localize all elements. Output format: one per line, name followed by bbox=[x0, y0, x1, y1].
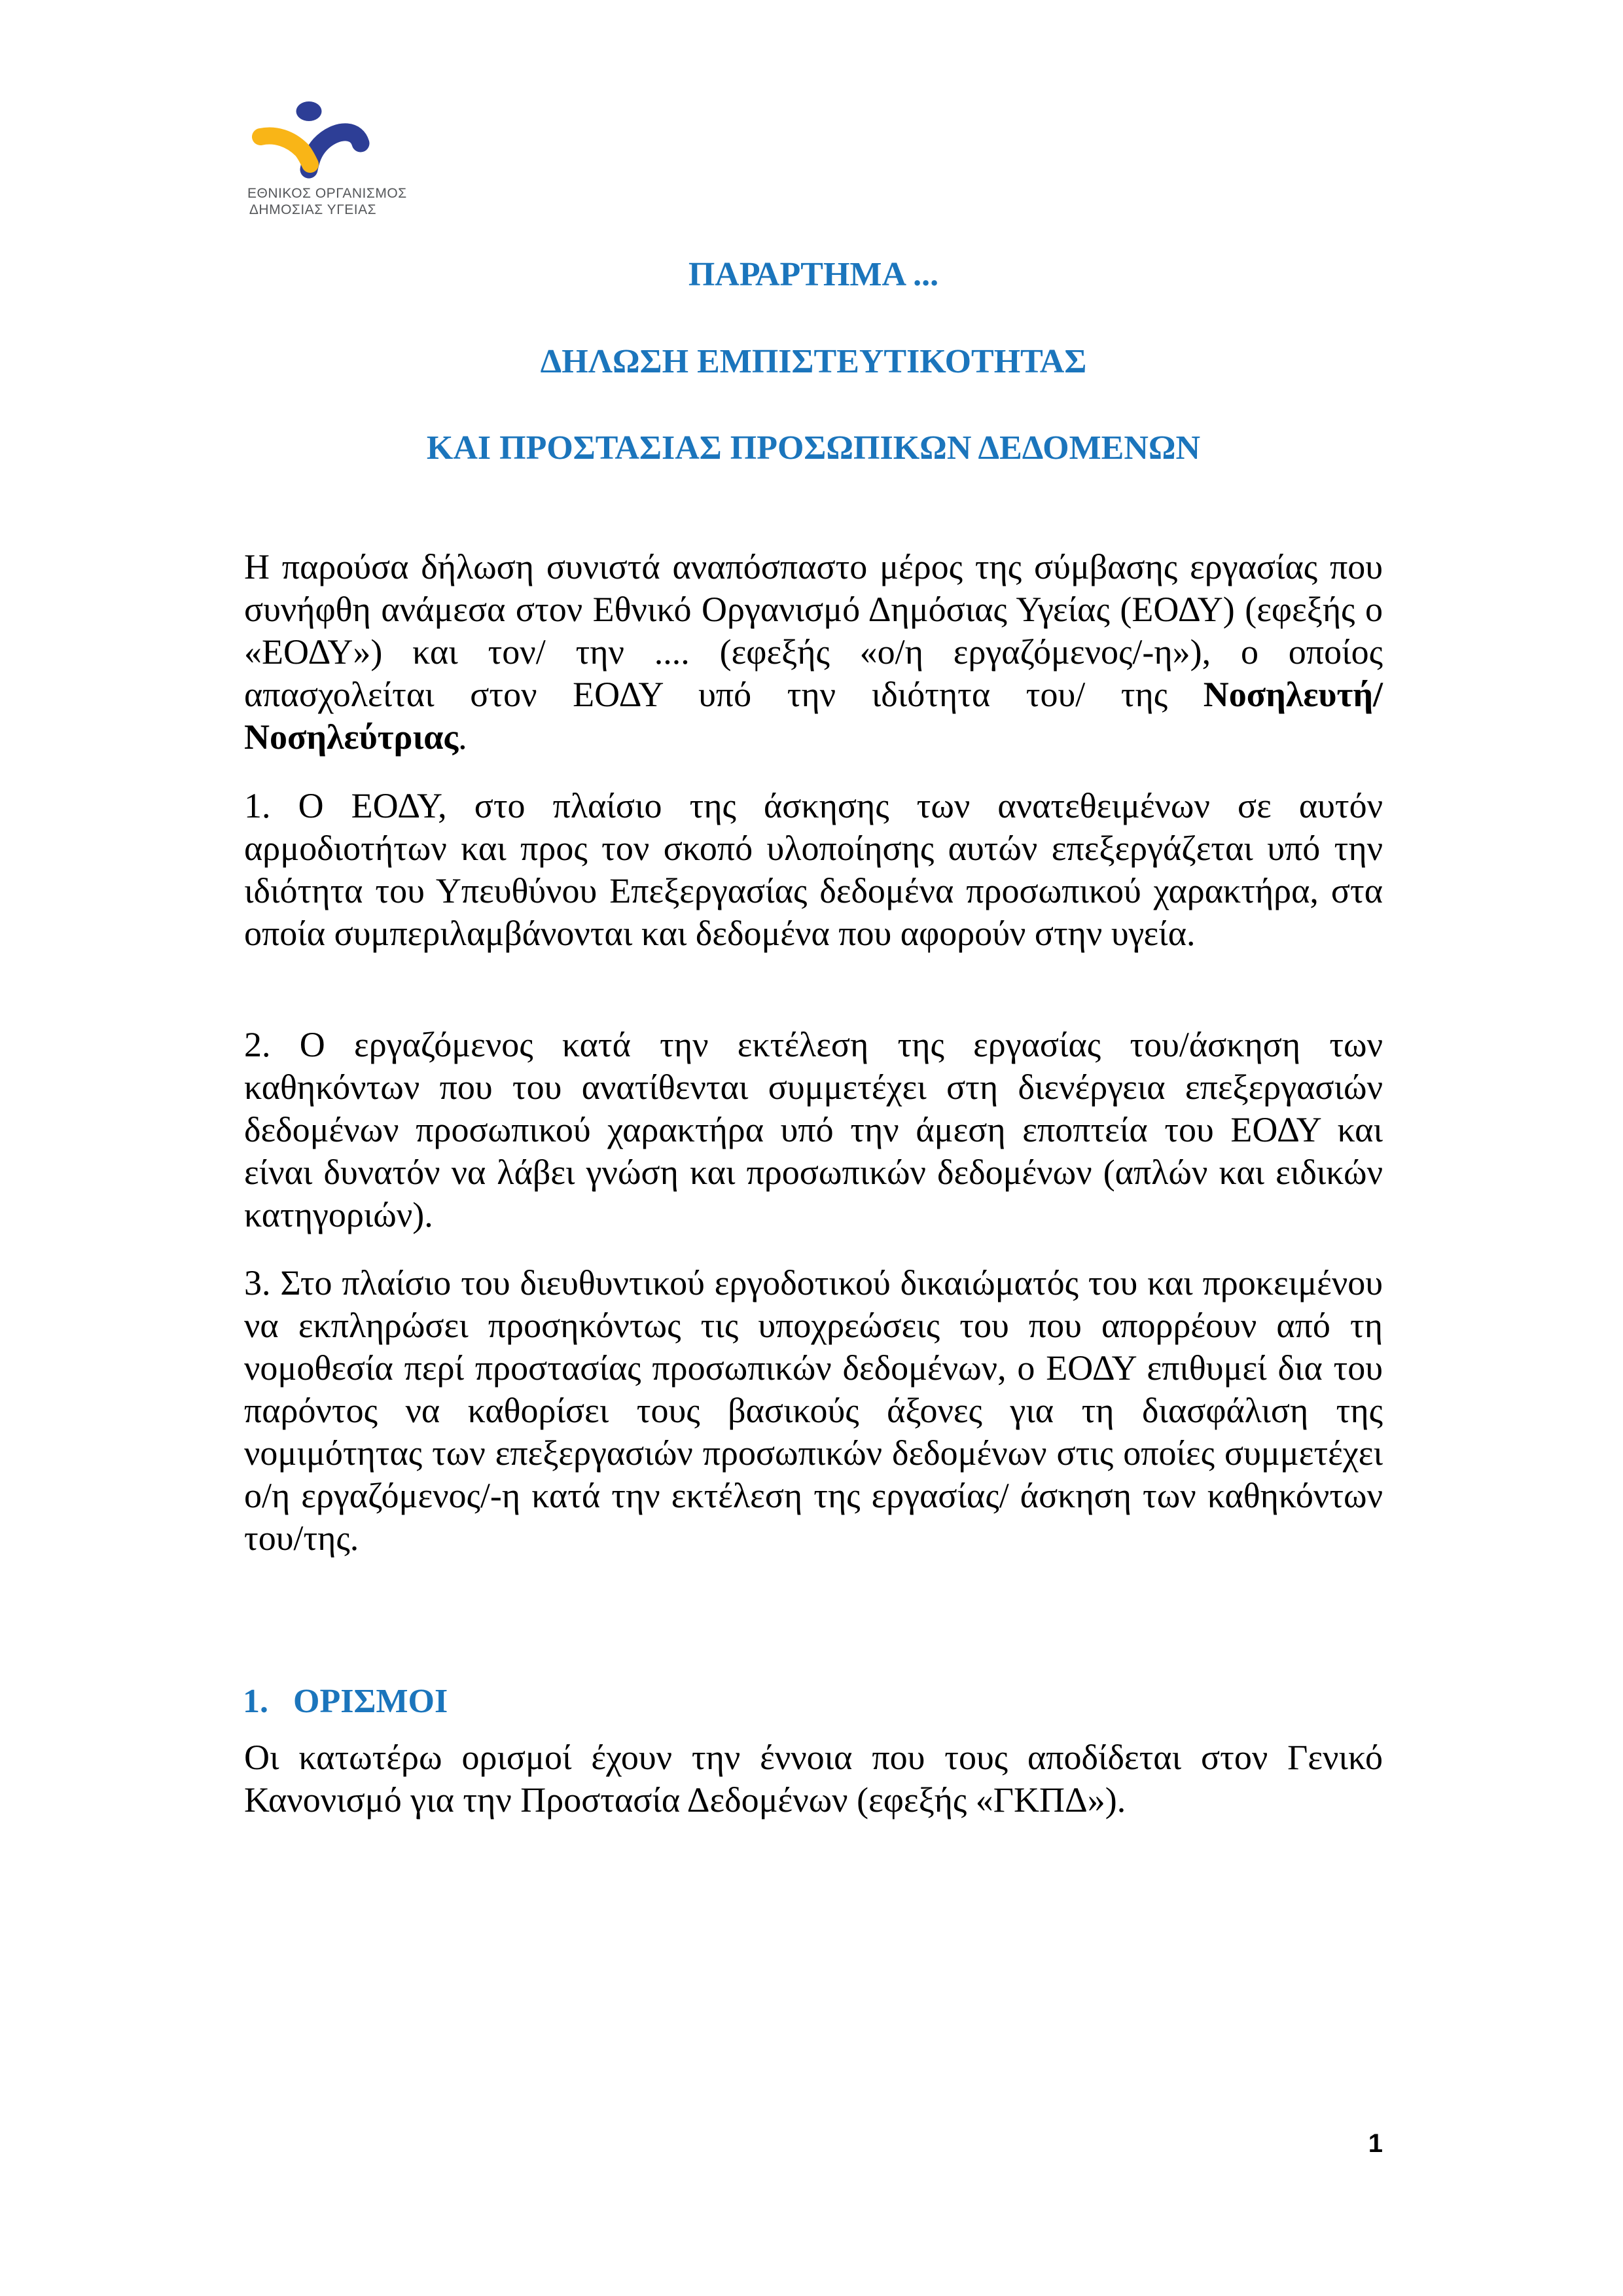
logo-org-name-line2: ΔΗΜΟΣΙΑΣ ΥΓΕΙΑΣ bbox=[249, 202, 377, 217]
numbered-paragraph-2: 2. Ο εργαζόμενος κατά την εκτέλεση της εργασίας του/άσκηση των καθηκόντων που του ανατίθενται συμμετέχει στη διενέργεια επεξεργασιών δεδομένων προσωπικού χαρακτήρα υπό την άμεση εποπτεία του ΕΟΔΥ και είναι δυνατόν να λάβει γνώση και προσωπικών δεδομένων (απλών και ειδικών κατηγοριών). bbox=[244, 1025, 1383, 1234]
section-heading-definitions bbox=[243, 1685, 448, 1719]
intro-text-bold: Νοσηλευτή/ Νοσηλεύτριας bbox=[244, 675, 1383, 757]
eody-person-figure-icon bbox=[247, 94, 378, 185]
document-title-annex: ΠΑΡΑΡΤΗΜΑ ... bbox=[688, 256, 939, 293]
definitions-paragraph: Οι κατωτέρω ορισμοί έχουν την έννοια που τους αποδίδεται στον Γενικό Κανονισμό για την Προστασία Δεδομένων (εφεξής «ΓΚΠΔ»). bbox=[244, 1738, 1383, 1820]
section-heading-number: 1. bbox=[243, 1683, 268, 1720]
numbered-paragraph-3: 3. Στο πλαίσιο του διευθυντικού εργοδοτικού δικαιώματός του και προκειμένου να εκπληρώσει προσηκόντως τις υποχρεώσεις του που απορρέουν από τη νομοθεσία περί προστασίας προσωπικών δεδομένων, ο ΕΟΔΥ επιθυμεί δια του παρόντος να καθορίσει τους βασικούς άξονες για τη διασφάλιση της νομιμότητας των επεξεργασιών προσωπικών δεδομένων στις οποίες συμμετέχει ο/η εργαζόμενος/-η κατά την εκτέλεση της εργασίας/ άσκηση των καθηκόντων του/της. bbox=[244, 1263, 1383, 1558]
section-heading-label: ΟΡΙΣΜΟΙ bbox=[293, 1683, 448, 1720]
intro-paragraph bbox=[244, 546, 1383, 759]
eody-logo bbox=[247, 94, 407, 218]
intro-text-before: Η παρούσα δήλωση συνιστά αναπόσπαστο μέρος της σύμβασης εργασίας που συνήφθη ανάμεσα στον Εθνικό Οργανισμό Δημόσιας Υγείας (ΕΟΔΥ) (εφεξής ο «ΕΟΔΥ») και τον/ την .... (εφεξής «ο/η εργαζόμενος/-η»), ο οποίος απασχολείται στον ΕΟΔΥ υπό την ιδιότητα του/ της bbox=[244, 547, 1383, 714]
logo-org-name-line1: ΕΘΝΙΚΟΣ ΟΡΓΑΝΙΣΜΟΣ bbox=[247, 186, 407, 201]
numbered-paragraph-1: 1. Ο ΕΟΔΥ, στο πλαίσιο της άσκησης των ανατεθειμένων σε αυτόν αρμοδιοτήτων και προς τον σκοπό υλοποίησης αυτών επεξεργάζεται υπό την ιδιότητα του Υπευθύνου Επεξεργασίας δεδομένα προσωπικού χαρακτήρα, στα οποία συμπεριλαμβάνονται και δεδομένα που αφορούν στην υγεία. bbox=[244, 786, 1383, 953]
document-title-declaration: ΔΗΛΩΣΗ ΕΜΠΙΣΤΕΥΤΙΚΟΤΗΤΑΣ bbox=[540, 343, 1087, 380]
intro-text-after: . bbox=[458, 717, 467, 757]
document-title-data-protection: ΚΑΙ ΠΡΟΣΤΑΣΙΑΣ ΠΡΟΣΩΠΙΚΩΝ ΔΕΔΟΜΕΝΩΝ bbox=[426, 429, 1201, 467]
page-number: 1 bbox=[1368, 2129, 1383, 2158]
